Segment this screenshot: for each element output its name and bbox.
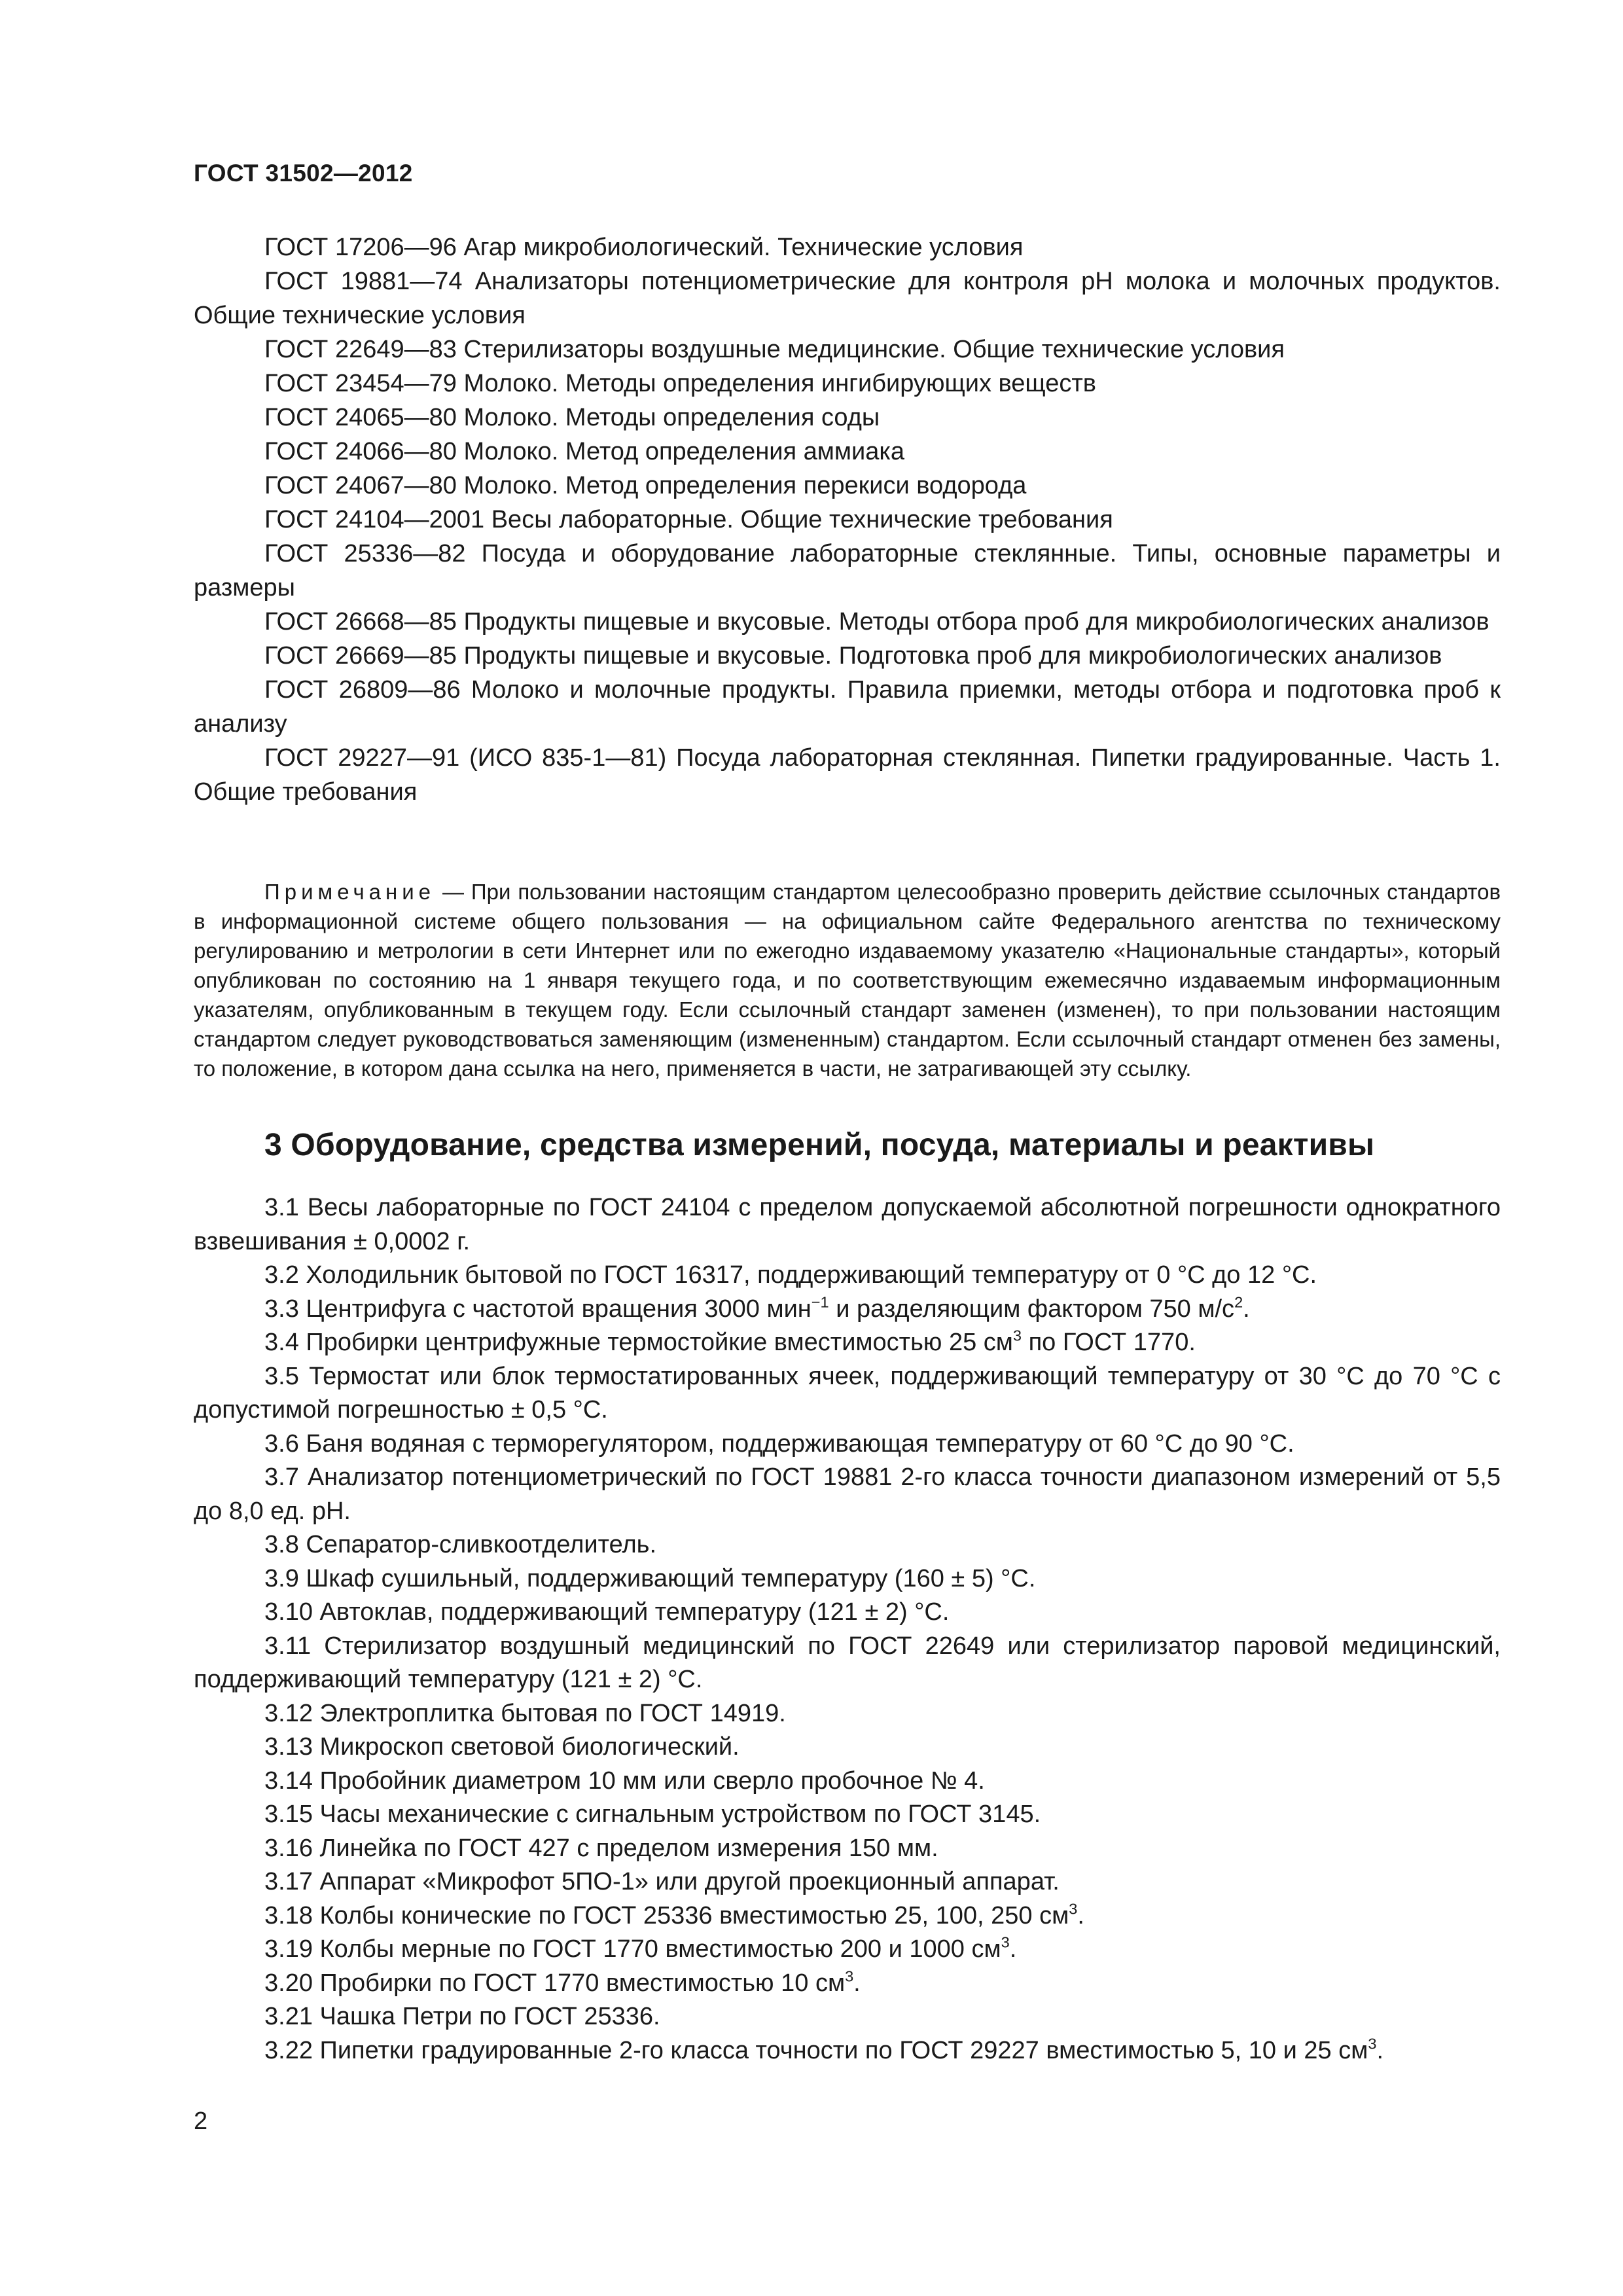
superscript: 3 xyxy=(1012,1327,1022,1344)
equipment-list xyxy=(194,1191,1501,2068)
item-text: . xyxy=(1376,2036,1384,2064)
item-text: 3.12 Электроплитка бытовая по ГОСТ 14919. xyxy=(264,1699,786,1727)
item-text: 3.13 Микроскоп световой биологический. xyxy=(264,1733,740,1761)
equipment-item xyxy=(194,1191,1501,1259)
equipment-item xyxy=(194,1967,1501,2001)
reference-item: ГОСТ 24066—80 Молоко. Метод определения аммиака xyxy=(264,438,904,465)
item-text: . xyxy=(1243,1295,1250,1323)
item-text: 3.15 Часы механические с сигнальным устройством по ГОСТ 3145. xyxy=(264,1801,1041,1828)
reference-item: ГОСТ 26669—85 Продукты пищевые и вкусовые. Подготовка проб для микробиологических анализов xyxy=(264,642,1442,670)
item-text: 3.18 Колбы конические по ГОСТ 25336 вместимостью 25, 100, 250 см xyxy=(264,1901,1069,1929)
item-text: и разделяющим фактором 750 м/с xyxy=(829,1295,1235,1323)
item-text: 3.4 Пробирки центрифужные термостойкие вместимостью 25 см xyxy=(264,1329,1013,1356)
item-text: . xyxy=(1009,1935,1017,1963)
equipment-item xyxy=(194,1933,1501,1967)
equipment-item xyxy=(194,1630,1501,1697)
equipment-item xyxy=(194,1731,1501,1765)
item-text: 3.9 Шкаф сушильный, поддерживающий температуру (160 ± 5) °С. xyxy=(264,1564,1036,1592)
equipment-item xyxy=(194,1562,1501,1596)
equipment-item xyxy=(194,1461,1501,1528)
item-text: . xyxy=(1077,1901,1084,1929)
note-text: — При пользовании настоящим стандартом целесообразно проверить действие ссылочных стандартов в информационной системе общего пользования — на официальном сайте Федерального агентства по техническому регулированию и метрологии в сети Интернет или по ежегодно издаваемому указателю «Национальные стандарты», который опубликован по состоянию на 1 января текущего года, и по соответствующим ежемесячно издаваемым информационным указателям, опубликованным в текущем году. Если ссылочный стандарт заменен (изменен), то при пользовании настоящим стандартом следует руководствоваться заменяющим (измененным) стандартом. Если ссылочный стандарт отменен без замены, то положение, в котором дана ссылка на него, применяется в части, не затрагивающей эту ссылку. xyxy=(194,880,1501,1081)
item-text: 3.21 Чашка Петри по ГОСТ 25336. xyxy=(264,2003,660,2030)
equipment-item xyxy=(194,1865,1501,1899)
reference-item: ГОСТ 24067—80 Молоко. Метод определения перекиси водорода xyxy=(264,472,1027,499)
item-text: 3.11 Стерилизатор воздушный медицинский по ГОСТ 22649 или стерилизатор паровой медицинский, поддерживающий температуру (121 ± 2) °С. xyxy=(194,1632,1501,1693)
reference-item: ГОСТ 26809—86 Молоко и молочные продукты. Правила приемки, методы отбора и подготовка проб к анализу xyxy=(194,676,1501,738)
reference-item: ГОСТ 22649—83 Стерилизаторы воздушные медицинские. Общие технические условия xyxy=(264,336,1285,363)
reference-item: ГОСТ 29227—91 (ИСО 835-1—81) Посуда лабораторная стеклянная. Пипетки градуированные. Часть 1. Общие требования xyxy=(194,744,1501,806)
equipment-item xyxy=(194,1528,1501,1562)
section-title: 3 Оборудование, средства измерений, посуда, материалы и реактивы xyxy=(264,1128,1375,1162)
item-text: 3.16 Линейка по ГОСТ 427 с пределом измерения 150 мм. xyxy=(264,1834,938,1862)
item-text: 3.6 Баня водяная с терморегулятором, поддерживающая температуру от 60 °С до 90 °С. xyxy=(264,1429,1294,1458)
item-text: по ГОСТ 1770. xyxy=(1022,1329,1196,1356)
note-paragraph xyxy=(194,877,1501,1083)
reference-item: ГОСТ 24065—80 Молоко. Методы определения соды xyxy=(264,404,880,431)
reference-list xyxy=(194,230,1501,809)
item-text: 3.17 Аппарат «Микрофот 5ПО-1» или другой проекционный аппарат. xyxy=(264,1868,1060,1895)
superscript: 3 xyxy=(1069,1899,1078,1917)
equipment-item xyxy=(194,1293,1501,1327)
item-text: 3.19 Колбы мерные по ГОСТ 1770 вместимостью 200 и 1000 см xyxy=(264,1935,1001,1963)
page-number: 2 xyxy=(194,2108,208,2135)
superscript: 3 xyxy=(845,1967,854,1984)
reference-item: ГОСТ 24104—2001 Весы лабораторные. Общие технические требования xyxy=(264,506,1113,533)
equipment-item xyxy=(194,2034,1501,2068)
equipment-item xyxy=(194,1360,1501,1427)
reference-item: ГОСТ 23454—79 Молоко. Методы определения ингибирующих веществ xyxy=(264,370,1096,397)
item-text: 3.14 Пробойник диаметром 10 мм или сверло пробочное № 4. xyxy=(264,1767,985,1795)
superscript: −1 xyxy=(811,1293,829,1310)
item-text: 3.7 Анализатор потенциометрический по ГОСТ 19881 2-го класса точности диапазоном измерений от 5,5 до 8,0 ед. pH. xyxy=(194,1463,1501,1525)
equipment-item xyxy=(194,1697,1501,1731)
equipment-item xyxy=(194,1765,1501,1799)
item-text: 3.2 Холодильник бытовой по ГОСТ 16317, поддерживающий температуру от 0 °С до 12 °С. xyxy=(264,1261,1317,1289)
equipment-item xyxy=(194,1899,1501,1933)
reference-item: ГОСТ 25336—82 Посуда и оборудование лабораторные стеклянные. Типы, основные параметры и размеры xyxy=(194,540,1501,601)
item-text: 3.8 Сепаратор-сливкоотделитель. xyxy=(264,1531,657,1558)
item-text: 3.3 Центрифуга с частотой вращения 3000 мин xyxy=(264,1295,812,1323)
item-text: 3.20 Пробирки по ГОСТ 1770 вместимостью 10 см xyxy=(264,1969,846,1997)
equipment-item xyxy=(194,1259,1501,1293)
item-text: 3.22 Пипетки градуированные 2-го класса точности по ГОСТ 29227 вместимостью 5, 10 и 25 см xyxy=(264,2036,1368,2064)
document-header: ГОСТ 31502—2012 xyxy=(194,160,413,187)
superscript: 3 xyxy=(1368,2034,1377,2052)
equipment-item xyxy=(194,1596,1501,1630)
item-text: 3.10 Автоклав, поддерживающий температуру (121 ± 2) °С. xyxy=(264,1598,950,1626)
reference-item: ГОСТ 19881—74 Анализаторы потенциометрические для контроля pH молока и молочных продуктов. Общие технические условия xyxy=(194,268,1501,329)
equipment-item xyxy=(194,1326,1501,1360)
reference-item: ГОСТ 17206—96 Агар микробиологический. Технические условия xyxy=(264,234,1024,261)
equipment-item xyxy=(194,1798,1501,1832)
reference-item: ГОСТ 26668—85 Продукты пищевые и вкусовые. Методы отбора проб для микробиологических анализов xyxy=(264,608,1489,636)
superscript: 3 xyxy=(1001,1933,1010,1951)
note-label: Примечание xyxy=(264,880,436,904)
superscript: 2 xyxy=(1234,1293,1243,1310)
item-text: . xyxy=(853,1969,861,1997)
item-text: 3.5 Термостат или блок термостатированных ячеек, поддерживающий температуру от 30 °С до 70 °С с допустимой погрешностью ± 0,5 °С. xyxy=(194,1362,1501,1424)
equipment-item xyxy=(194,2000,1501,2034)
equipment-item xyxy=(194,1832,1501,1866)
equipment-item xyxy=(194,1427,1501,1462)
item-text: 3.1 Весы лабораторные по ГОСТ 24104 с пределом допускаемой абсолютной погрешности однократного взвешивания ± 0,0002 г. xyxy=(194,1194,1501,1255)
